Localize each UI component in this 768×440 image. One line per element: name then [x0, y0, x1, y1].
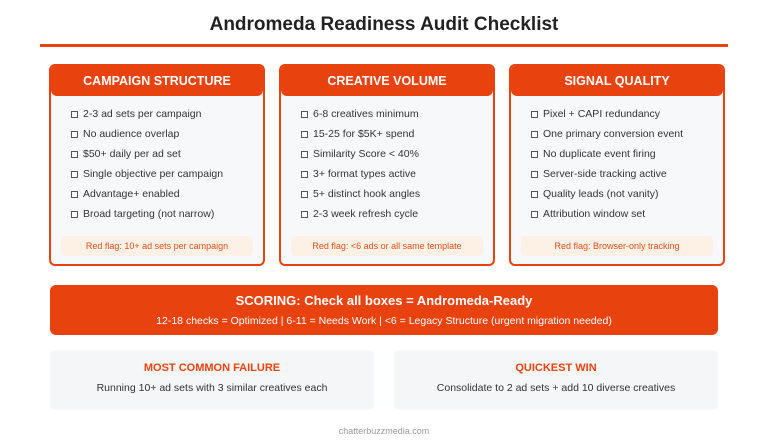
card-heading: CREATIVE VOLUME: [281, 66, 493, 96]
checkbox-icon[interactable]: [531, 211, 538, 218]
panel-quickest-win: [394, 350, 718, 410]
checklist-item[interactable]: 15-25 for $5K+ spend: [301, 124, 493, 144]
checklist-item[interactable]: No audience overlap: [71, 124, 263, 144]
checklist-item[interactable]: 5+ distinct hook angles: [301, 184, 493, 204]
checkbox-icon[interactable]: [301, 171, 308, 178]
checklist-item[interactable]: 2-3 week refresh cycle: [301, 204, 493, 224]
card-campaign-structure: [49, 64, 265, 266]
checkbox-icon[interactable]: [531, 171, 538, 178]
panel-title: QUICKEST WIN: [515, 362, 597, 374]
checkbox-icon[interactable]: [531, 191, 538, 198]
checkbox-icon[interactable]: [531, 151, 538, 158]
checklist: [51, 96, 263, 224]
scoring-banner: [50, 285, 718, 335]
checklist-item[interactable]: No duplicate event firing: [531, 144, 723, 164]
checklist-item[interactable]: 3+ format types active: [301, 164, 493, 184]
checkbox-icon[interactable]: [531, 131, 538, 138]
scoring-subtitle: 12-18 checks = Optimized | 6-11 = Needs Work | <6 = Legacy Structure (urgent migration needed): [156, 315, 612, 327]
checkbox-icon[interactable]: [71, 111, 78, 118]
checklist-item[interactable]: 6-8 creatives minimum: [301, 104, 493, 124]
card-signal-quality: [509, 64, 725, 266]
checkbox-icon[interactable]: [71, 171, 78, 178]
panel-title: MOST COMMON FAILURE: [143, 362, 281, 374]
checklist-item[interactable]: Quality leads (not vanity): [531, 184, 723, 204]
card-heading: CAMPAIGN STRUCTURE: [51, 66, 263, 96]
checkbox-icon[interactable]: [301, 211, 308, 218]
red-flag-note: Red flag: 10+ ad sets per campaign: [61, 236, 253, 256]
card-heading: SIGNAL QUALITY: [511, 66, 723, 96]
checklist-item[interactable]: Single objective per campaign: [71, 164, 263, 184]
panel-text: Running 10+ ad sets with 3 similar creatives each: [96, 382, 328, 394]
checklist: [511, 96, 723, 224]
checkbox-icon[interactable]: [71, 151, 78, 158]
checkbox-icon[interactable]: [71, 131, 78, 138]
checkbox-icon[interactable]: [301, 131, 308, 138]
checkbox-icon[interactable]: [531, 111, 538, 118]
checklist: [281, 96, 493, 224]
checkbox-icon[interactable]: [71, 191, 78, 198]
checklist-item[interactable]: Server-side tracking active: [531, 164, 723, 184]
checklist-item[interactable]: Pixel + CAPI redundancy: [531, 104, 723, 124]
checkbox-icon[interactable]: [301, 191, 308, 198]
checklist-item[interactable]: $50+ daily per ad set: [71, 144, 263, 164]
checklist-item[interactable]: Attribution window set: [531, 204, 723, 224]
red-flag-note: Red flag: <6 ads or all same template: [291, 236, 483, 256]
footer-site: chatterbuzzmedia.com: [338, 426, 430, 436]
card-creative-volume: [279, 64, 495, 266]
checkbox-icon[interactable]: [301, 111, 308, 118]
panel-most-common-failure: [50, 350, 374, 410]
checkbox-icon[interactable]: [71, 211, 78, 218]
checklist-item[interactable]: One primary conversion event: [531, 124, 723, 144]
panel-text: Consolidate to 2 ad sets + add 10 diverse creatives: [436, 382, 676, 394]
checkbox-icon[interactable]: [301, 151, 308, 158]
scoring-title: SCORING: Check all boxes = Andromeda-Ready: [235, 293, 533, 308]
title-divider: [40, 44, 728, 47]
checklist-item[interactable]: Similarity Score < 40%: [301, 144, 493, 164]
page-title: Andromeda Readiness Audit Checklist: [209, 14, 559, 35]
checklist-item[interactable]: Broad targeting (not narrow): [71, 204, 263, 224]
checklist-item[interactable]: 2-3 ad sets per campaign: [71, 104, 263, 124]
checklist-item[interactable]: Advantage+ enabled: [71, 184, 263, 204]
red-flag-note: Red flag: Browser-only tracking: [521, 236, 713, 256]
